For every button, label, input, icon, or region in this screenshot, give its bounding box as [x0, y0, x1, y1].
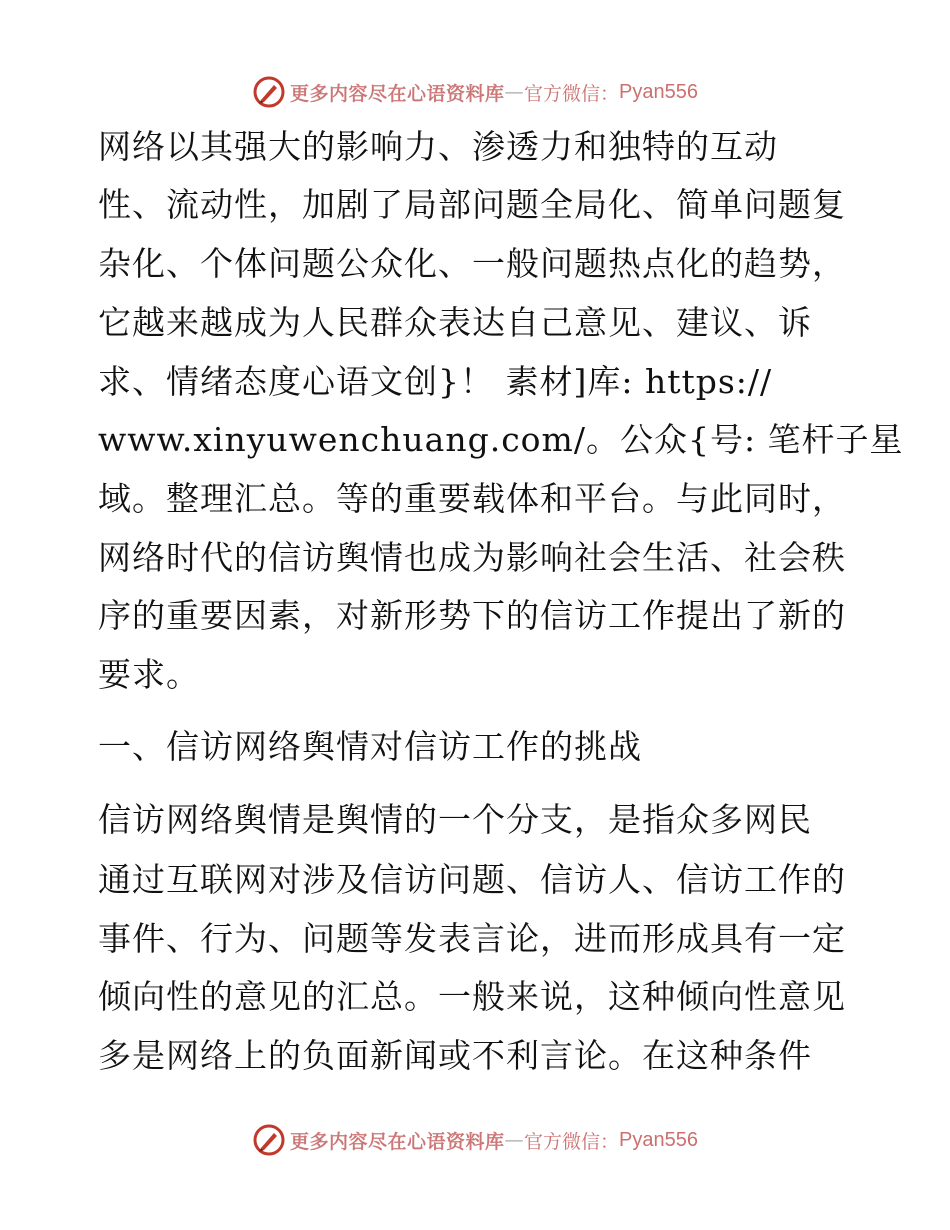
banner-wechat-id: Pyan556 [619, 80, 698, 103]
paragraph-line: 多是网络上的负面新闻或不利言论。在这种条件 [98, 1036, 812, 1075]
section-heading: 一、信访网络舆情对信访工作的挑战 [98, 727, 642, 766]
header-banner [0, 70, 950, 114]
banner-wechat-label: 官方微信： [524, 82, 620, 105]
paragraph-line: 序的重要因素，对新形势下的信访工作提出了新的 [98, 596, 846, 635]
banner-wechat-label: 官方微信： [524, 1130, 620, 1153]
paragraph-line: 通过互联网对涉及信访问题、信访人、信访工作的 [98, 860, 846, 899]
paragraph-line: 要求。 [98, 655, 200, 694]
paragraph-line: 网络时代的信访舆情也成为影响社会生活、社会秩 [98, 538, 846, 577]
banner-wechat-id: Pyan556 [619, 1128, 698, 1151]
paragraph-line: 信访网络舆情是舆情的一个分支，是指众多网民 [98, 800, 812, 839]
pen-logo-icon [252, 1123, 286, 1157]
banner-dash: — [504, 81, 525, 103]
banner-title: 更多内容尽在心语资料库 [290, 82, 505, 105]
banner-title: 更多内容尽在心语资料库 [290, 1130, 505, 1153]
paragraph-line: 求、情绪态度心语文创}！ 素材]库: https:// [98, 362, 773, 401]
pen-logo-icon [252, 75, 286, 109]
paragraph-line: 杂化、个体问题公众化、一般问题热点化的趋势， [98, 244, 846, 283]
paragraph-line: www.xinyuwenchuang.com/。公众{号: 笔杆子星 [98, 420, 904, 459]
footer-banner [0, 1118, 950, 1162]
paragraph-line: 它越来越成为人民群众表达自己意见、建议、诉 [98, 303, 812, 342]
paragraph-line: 网络以其强大的影响力、渗透力和独特的互动 [98, 127, 778, 166]
paragraph-line: 倾向性的意见的汇总。一般来说，这种倾向性意见 [98, 977, 846, 1016]
paragraph-line: 域。整理汇总。等的重要载体和平台。与此同时， [98, 479, 846, 518]
paragraph-line: 性、流动性，加剧了局部问题全局化、简单问题复 [98, 185, 846, 224]
paragraph-line: 事件、行为、问题等发表言论，进而形成具有一定 [98, 919, 846, 958]
banner-dash: — [504, 1129, 525, 1151]
